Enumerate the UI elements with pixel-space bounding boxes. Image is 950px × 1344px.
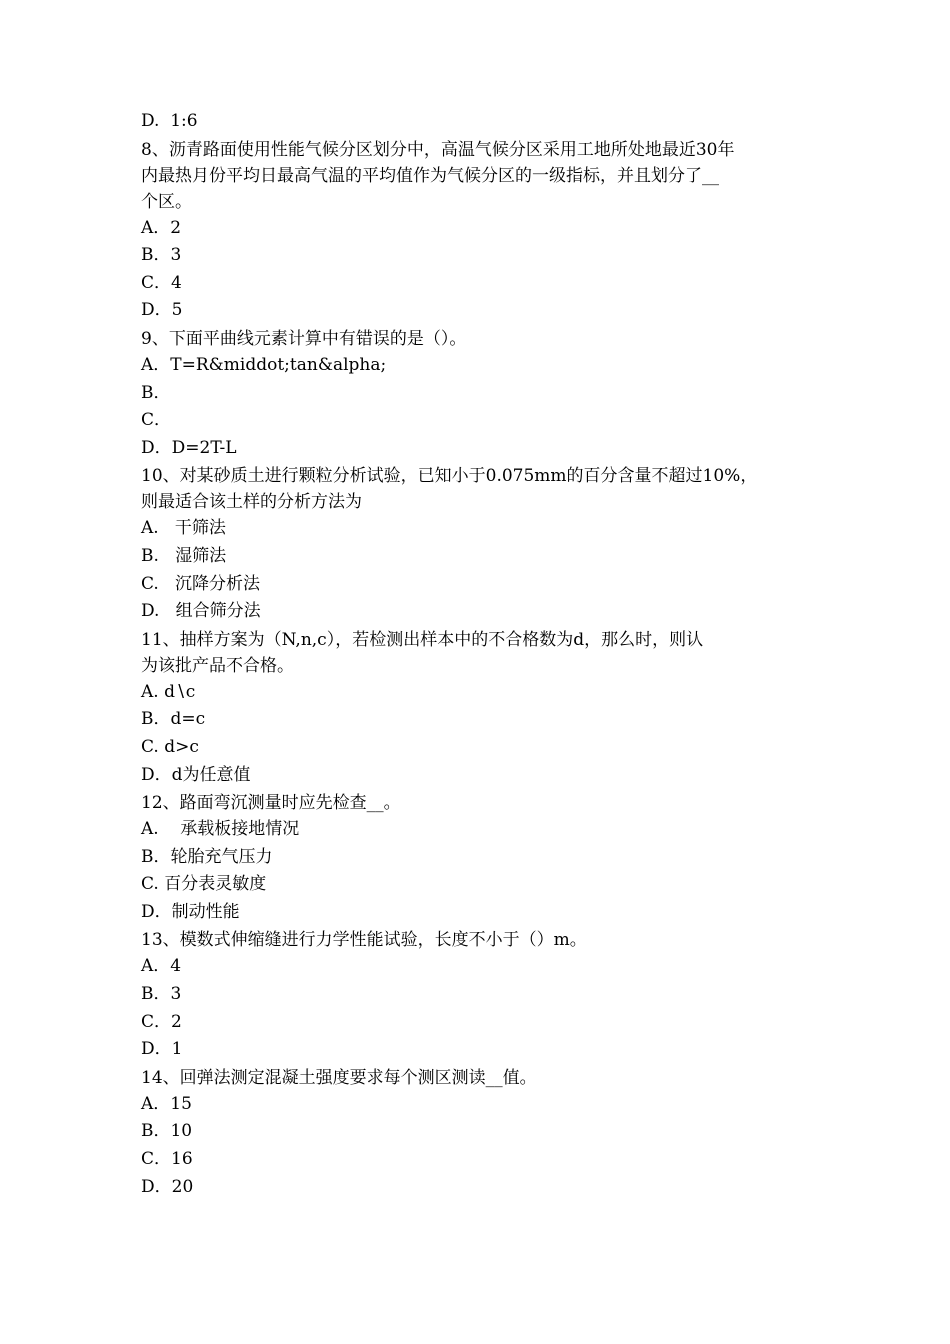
question-line: 14、回弹法测定混凝土强度要求每个测区测读__值。 <box>141 1067 537 1088</box>
question-line: 11、抽样方案为（N,n,c），若检测出样本中的不合格数为d，那么时，则认 <box>141 629 704 650</box>
answer-option: C. 百分表灵敏度 <box>141 874 267 895</box>
question-text <box>141 628 811 678</box>
answer-option: D．制动性能 <box>141 901 240 922</box>
question-line: 9、下面平曲线元素计算中有错误的是（）。 <box>141 328 467 349</box>
answer-option: A．T=R&middot;tan&alpha; <box>141 354 387 375</box>
answer-option: C. d>c <box>141 736 199 757</box>
answer-option: B．3 <box>141 245 182 266</box>
answer-option: C．4 <box>141 272 182 293</box>
question-text <box>141 928 811 952</box>
answer-option: A. d∖c <box>141 681 196 702</box>
answer-option: D．1 <box>141 1039 183 1060</box>
question-line: 为该批产品不合格。 <box>141 655 294 676</box>
answer-option: B．3 <box>141 984 182 1005</box>
answer-option: D. 组合筛分法 <box>141 601 261 622</box>
answer-option: A．15 <box>141 1093 192 1114</box>
question-line: 12、路面弯沉测量时应先检查__。 <box>141 793 401 814</box>
answer-option: D. 1:6 <box>141 111 198 131</box>
question-line: 10、对某砂质土进行颗粒分析试验，已知小于0.075mm的百分含量不超过10%， <box>141 466 758 487</box>
question-text <box>141 327 811 351</box>
answer-option: C．2 <box>141 1011 182 1032</box>
answer-option: D．D=2T-L <box>141 437 237 458</box>
question-line: 13、模数式伸缩缝进行力学性能试验，长度不小于（）m。 <box>141 930 587 951</box>
answer-option: B．轮胎充气压力 <box>141 846 273 867</box>
answer-option: A．2 <box>141 217 182 238</box>
question-text <box>141 1066 811 1090</box>
answer-option: D．20 <box>141 1176 194 1197</box>
answer-option: A. 承载板接地情况 <box>141 819 300 840</box>
answer-option: B． <box>141 382 171 403</box>
question-line: 则最适合该土样的分析方法为 <box>141 492 362 513</box>
document-page <box>141 108 811 1201</box>
answer-option: C． <box>141 410 172 431</box>
answer-option: B．10 <box>141 1121 193 1142</box>
answer-option: A．4 <box>141 956 182 977</box>
answer-option: B．d=c <box>141 709 206 730</box>
question-text <box>141 138 811 214</box>
question-line: 内最热月份平均日最高气温的平均值作为气候分区的一级指标，并且划分了__ <box>141 165 719 186</box>
question-line: 8、沥青路面使用性能气候分区划分中，高温气候分区采用工地所处地最近30年 <box>141 139 735 160</box>
answer-option: C. 沉降分析法 <box>141 573 261 594</box>
answer-option: D．5 <box>141 300 183 321</box>
answer-option: B. 湿筛法 <box>141 545 227 566</box>
question-text <box>141 791 811 815</box>
question-text <box>141 464 811 514</box>
answer-option: A. 干筛法 <box>141 518 226 539</box>
answer-option: D．d为任意值 <box>141 764 251 785</box>
question-line: 个区。 <box>141 191 192 212</box>
answer-option: C．16 <box>141 1149 193 1170</box>
